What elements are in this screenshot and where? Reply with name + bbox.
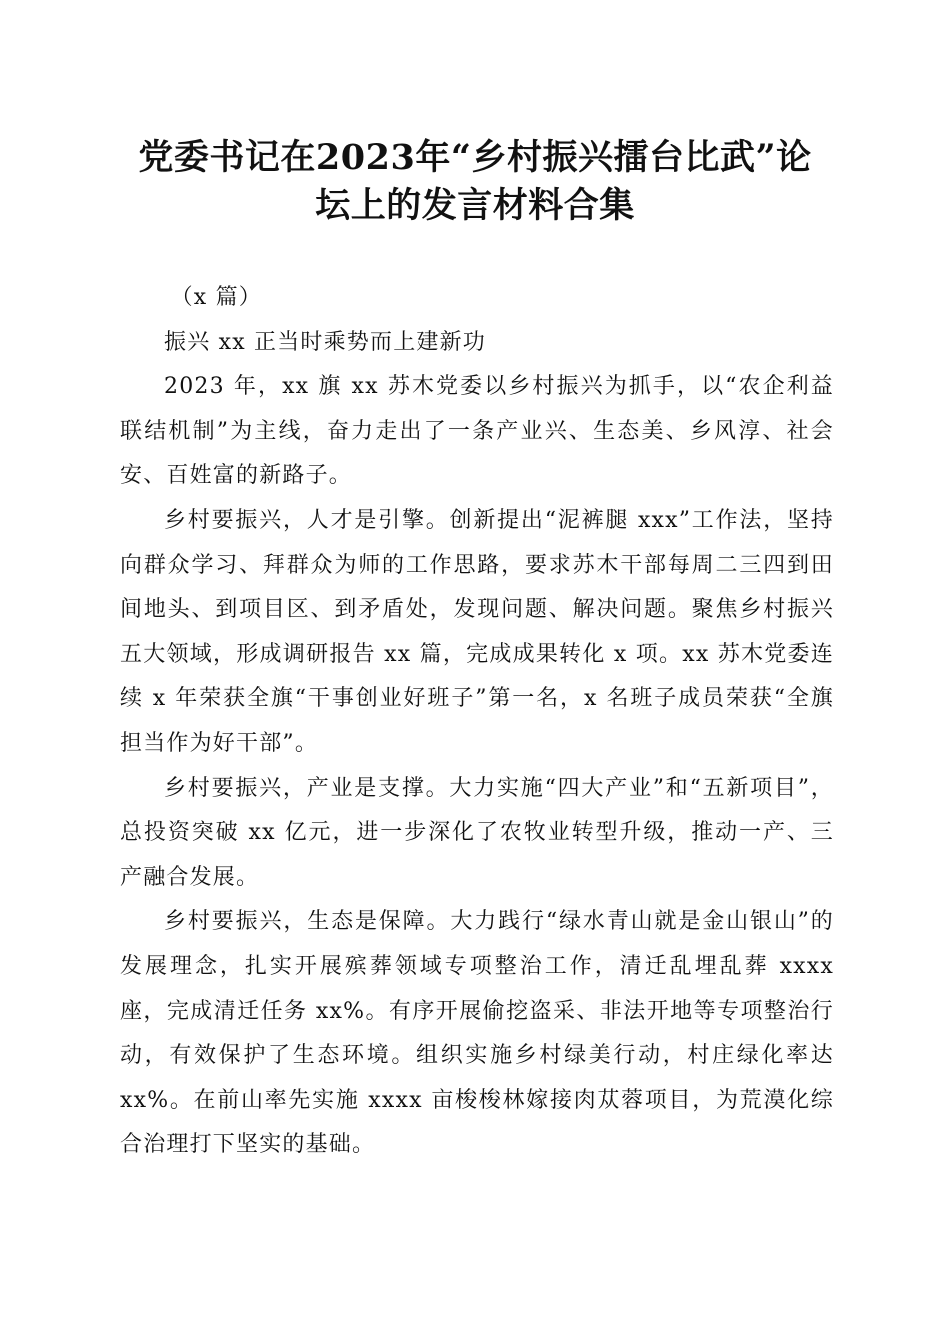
title-line-2: 坛上的发言材料合集 bbox=[315, 185, 635, 226]
paragraph-talent: 乡村要振兴，人才是引擎。创新提出“泥裤腿 xxx”工作法，坚持向群众学习、拜群众为师的工作思路，要求苏木干部每周二三四到田间地头、到项目区、到矛盾处，发现问题、解决问题。聚焦乡村振兴五大领域，形成调研报告 xx 篇，完成成果转化 x 项。xx 苏木党委连续 x 年荣获全旗“干事创业好班子”第一名，x 名班子成员荣获“全旗担当作为好干部”。 bbox=[120, 507, 834, 756]
paragraph-industry: 乡村要振兴，产业是支撑。大力实施“四大产业”和“五新项目”，总投资突破 xx 亿元，进一步深化了农牧业转型升级，推动一产、三产融合发展。 bbox=[120, 775, 834, 890]
section-heading: 振兴 xx 正当时乘势而上建新功 bbox=[164, 329, 487, 355]
title-line-1: 党委书记在2023年“乡村振兴擂台比武”论 bbox=[138, 137, 812, 178]
paragraph-intro: 2023 年，xx 旗 xx 苏木党委以乡村振兴为抓手，以“农企利益联结机制”为主线，奋力走出了一条产业兴、生态美、乡风淳、社会安、百姓富的新路子。 bbox=[120, 374, 834, 489]
count-note: （x 篇） bbox=[170, 285, 262, 310]
document-body bbox=[120, 276, 834, 1168]
paragraph-ecology: 乡村要振兴，生态是保障。大力践行“绿水青山就是金山银山”的发展理念，扎实开展殡葬领域专项整治工作，清迁乱埋乱葬 xxxx 座，完成清迁任务 xx%。有序开展偷挖盗采、非法开地等专项整治行动，有效保护了生态环境。组织实施乡村绿美行动，村庄绿化率达 xx%。在前山率先实施 xxxx 亩梭梭林嫁接肉苁蓉项目，为荒漠化综合治理打下坚实的基础。 bbox=[120, 909, 834, 1158]
document-title bbox=[110, 134, 840, 230]
